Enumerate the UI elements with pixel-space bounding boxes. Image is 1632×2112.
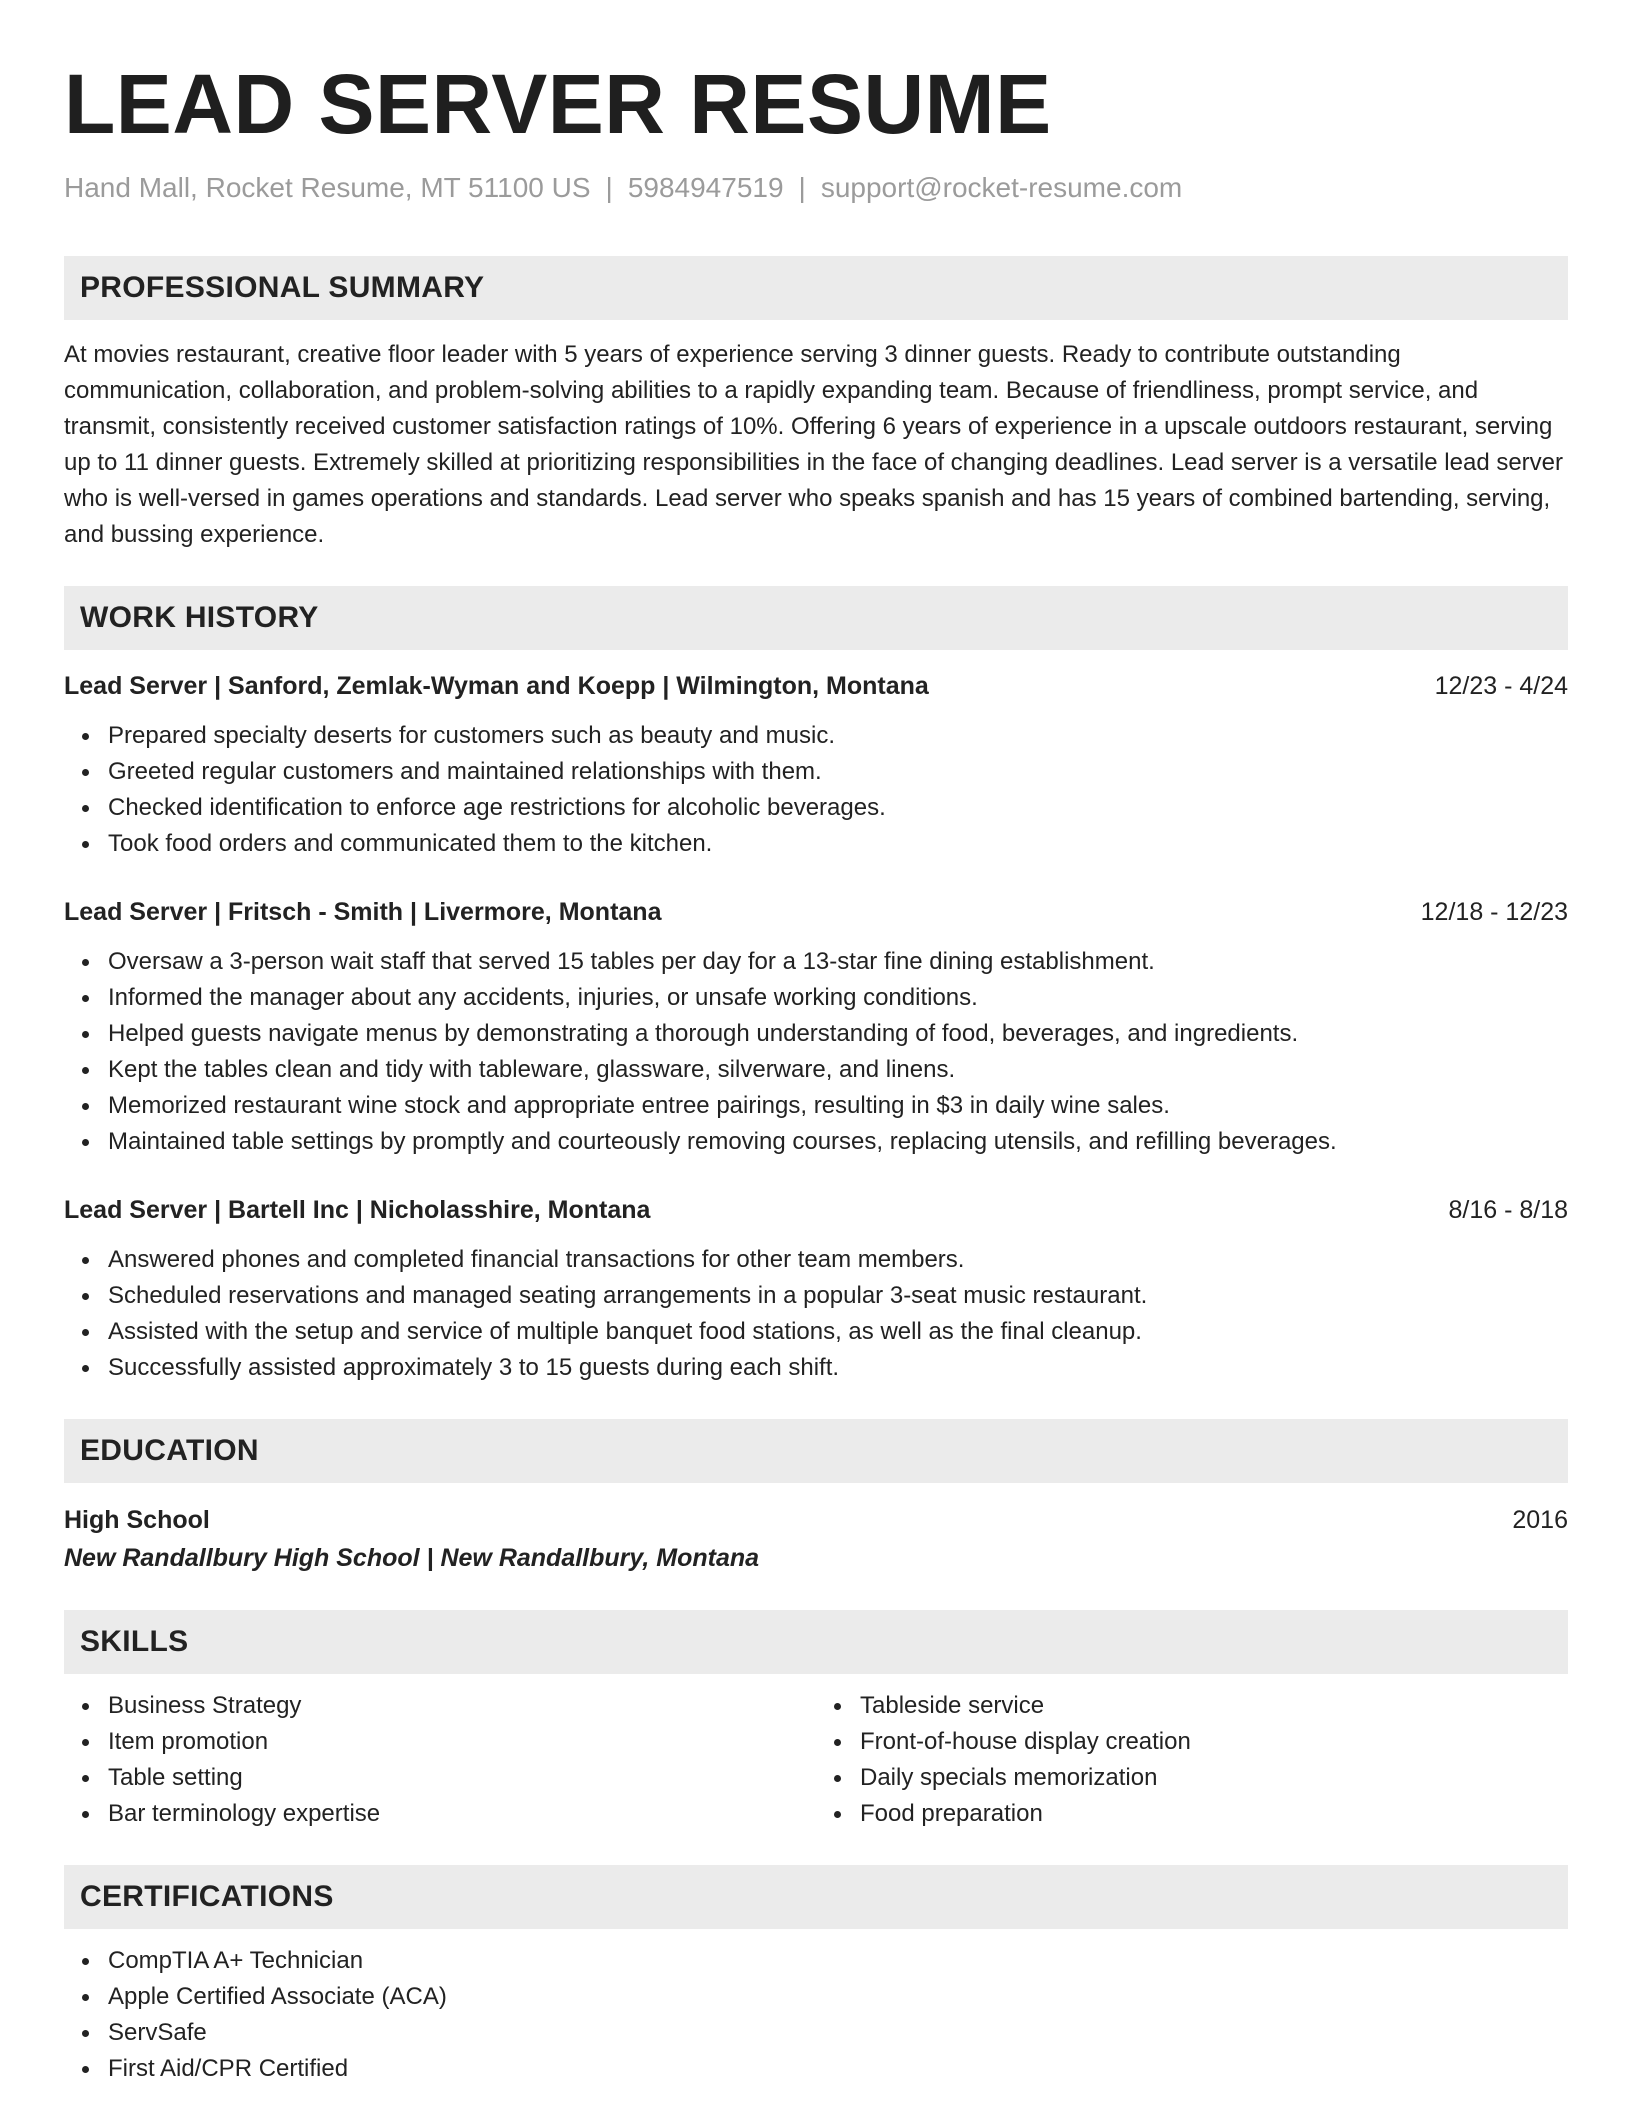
- job-entry: [64, 894, 1568, 1160]
- list-item: Kept the tables clean and tidy with tableware, glassware, silverware, and linens.: [108, 1052, 1568, 1088]
- list-item: Successfully assisted approximately 3 to 15 guests during each shift.: [108, 1350, 1568, 1386]
- list-item: Checked identification to enforce age restrictions for alcoholic beverages.: [108, 790, 1568, 826]
- list-item: Bar terminology expertise: [108, 1796, 816, 1832]
- job-header: [64, 1192, 1568, 1228]
- contact-separator: |: [798, 172, 806, 203]
- job-bullets: [64, 718, 1568, 862]
- list-item: Item promotion: [108, 1724, 816, 1760]
- section-header-education: EDUCATION: [64, 1419, 1568, 1483]
- section-header-summary: PROFESSIONAL SUMMARY: [64, 256, 1568, 320]
- summary-text: At movies restaurant, creative floor leader with 5 years of experience serving 3 dinner guests. Ready to contribute outstanding communication, collaboration, and problem-solving abilities to a rapidly expanding team. Because of friendliness, prompt service, and transmit, consistently received customer satisfaction ratings of 10%. Offering 6 years of experience in a upscale outdoors restaurant, serving up to 11 dinner guests. Extremely skilled at prioritizing responsibilities in the face of changing deadlines. Lead server is a versatile lead server who is well-versed in games operations and standards. Lead server who speaks spanish and has 15 years of combined bartending, serving, and bussing experience.: [64, 341, 1564, 548]
- list-item: Scheduled reservations and managed seating arrangements in a popular 3-seat music restaurant.: [108, 1278, 1568, 1314]
- skills-column-left: [64, 1688, 816, 1832]
- list-item: Food preparation: [860, 1796, 1568, 1832]
- section-header-skills: SKILLS: [64, 1610, 1568, 1674]
- list-item: Maintained table settings by promptly and courteously removing courses, replacing utensils, and refilling beverages.: [108, 1124, 1568, 1160]
- contact-line: [64, 170, 1568, 206]
- list-item: Helped guests navigate menus by demonstrating a thorough understanding of food, beverages, and ingredients.: [108, 1016, 1568, 1052]
- education-year: 2016: [1512, 1506, 1568, 1534]
- job-title: Lead Server | Sanford, Zemlak-Wyman and Koepp | Wilmington, Montana: [64, 672, 929, 700]
- certifications-list: [64, 1943, 1568, 2087]
- list-item: Prepared specialty deserts for customers such as beauty and music.: [108, 718, 1568, 754]
- list-item: Apple Certified Associate (ACA): [108, 1979, 1568, 2015]
- list-item: CompTIA A+ Technician: [108, 1943, 1568, 1979]
- education-entry: [64, 1501, 1568, 1577]
- resume-title: LEAD SERVER RESUME: [64, 57, 1052, 151]
- contact-separator: |: [605, 172, 613, 203]
- list-item: Front-of-house display creation: [860, 1724, 1568, 1760]
- list-item: Informed the manager about any accidents, injuries, or unsafe working conditions.: [108, 980, 1568, 1016]
- job-bullets: [64, 1242, 1568, 1386]
- job-dates: 8/16 - 8/18: [1448, 1196, 1568, 1224]
- list-item: Daily specials memorization: [860, 1760, 1568, 1796]
- job-dates: 12/23 - 4/24: [1434, 672, 1568, 700]
- list-item: Tableside service: [860, 1688, 1568, 1724]
- job-entry: [64, 668, 1568, 862]
- job-dates: 12/18 - 12/23: [1420, 898, 1568, 926]
- list-item: Table setting: [108, 1760, 816, 1796]
- list-item: Assisted with the setup and service of multiple banquet food stations, as well as the final cleanup.: [108, 1314, 1568, 1350]
- skills-grid: [64, 1688, 1568, 1832]
- list-item: Memorized restaurant wine stock and appropriate entree pairings, resulting in $3 in daily wine sales.: [108, 1088, 1568, 1124]
- list-item: Greeted regular customers and maintained relationships with them.: [108, 754, 1568, 790]
- education-degree: High School: [64, 1506, 210, 1534]
- list-item: Answered phones and completed financial transactions for other team members.: [108, 1242, 1568, 1278]
- list-item: Took food orders and communicated them to the kitchen.: [108, 826, 1568, 862]
- education-header: [64, 1501, 1568, 1539]
- job-header: [64, 668, 1568, 704]
- contact-email: support@rocket-resume.com: [820, 172, 1183, 203]
- job-title: Lead Server | Bartell Inc | Nicholasshire, Montana: [64, 1196, 651, 1224]
- education-school: New Randallbury High School | New Randallbury, Montana: [64, 1544, 760, 1572]
- list-item: ServSafe: [108, 2015, 1568, 2051]
- list-item: Oversaw a 3-person wait staff that served 15 tables per day for a 13-star fine dining establishment.: [108, 944, 1568, 980]
- job-bullets: [64, 944, 1568, 1160]
- section-header-certifications: CERTIFICATIONS: [64, 1865, 1568, 1929]
- section-header-work-history: WORK HISTORY: [64, 586, 1568, 650]
- skills-column-right: [816, 1688, 1568, 1832]
- list-item: First Aid/CPR Certified: [108, 2051, 1568, 2087]
- job-entry: [64, 1192, 1568, 1386]
- job-header: [64, 894, 1568, 930]
- job-title: Lead Server | Fritsch - Smith | Livermore, Montana: [64, 898, 662, 926]
- contact-phone: 5984947519: [627, 172, 784, 203]
- contact-address: Hand Mall, Rocket Resume, MT 51100 US: [64, 172, 591, 203]
- list-item: Business Strategy: [108, 1688, 816, 1724]
